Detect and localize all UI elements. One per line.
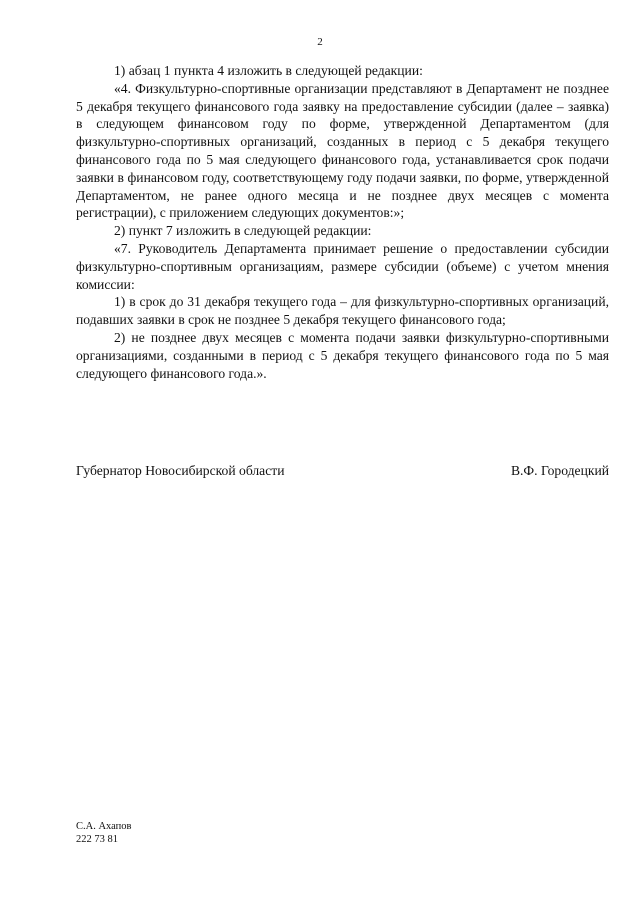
paragraph-subclause-2: 2) не позднее двух месяцев с момента подачи заявки физкультурно-спортивными организациями, созданными в период с 5 декабря текущего финансового года по 5 мая следующего финансового года.».	[76, 329, 609, 381]
page-number: 2	[317, 36, 323, 48]
signatory-position: Губернатор Новосибирской области	[76, 463, 285, 478]
author-block	[76, 820, 132, 846]
author-phone: 222 73 81	[76, 834, 118, 845]
document-body	[76, 62, 609, 382]
signatory-name: В.Ф. Городецкий	[510, 463, 609, 478]
author-name: С.А. Ахапов	[76, 821, 132, 832]
paragraph-amendment-1: 1) абзац 1 пункта 4 изложить в следующей редакции:	[114, 63, 423, 78]
paragraph-clause-4: «4. Физкультурно-спортивные организации представляют в Департамент не позднее 5 декабря текущего финансового года заявку на предоставление субсидии (далее – заявка) в следующем финансовом году по форме, утвержденной Департаментом (для физкультурно-спортивных организаций, созданных в период с 5 декабря текущего финансового года по 5 мая следующего финансового года, устанавливается срок подачи заявки в финансовом году, соответствующему году подачи заявки, по форме, утвержденной Департаментом, не ранее одного месяца и не позднее двух месяцев с момента регистрации), с приложением следующих документов:»;	[76, 80, 609, 221]
paragraph-clause-7: «7. Руководитель Департамента принимает решение о предоставлении субсидии физкультурно-спортивным организациям, размере субсидии (объеме) с учетом мнения комиссии:	[76, 240, 609, 292]
paragraph-amendment-2: 2) пункт 7 изложить в следующей редакции:	[114, 223, 372, 239]
signature-block	[76, 462, 609, 480]
paragraph-subclause-1: 1) в срок до 31 декабря текущего года – для физкультурно-спортивных организаций, подавших заявки в срок не позднее 5 декабря текущего финансового года;	[76, 294, 609, 328]
